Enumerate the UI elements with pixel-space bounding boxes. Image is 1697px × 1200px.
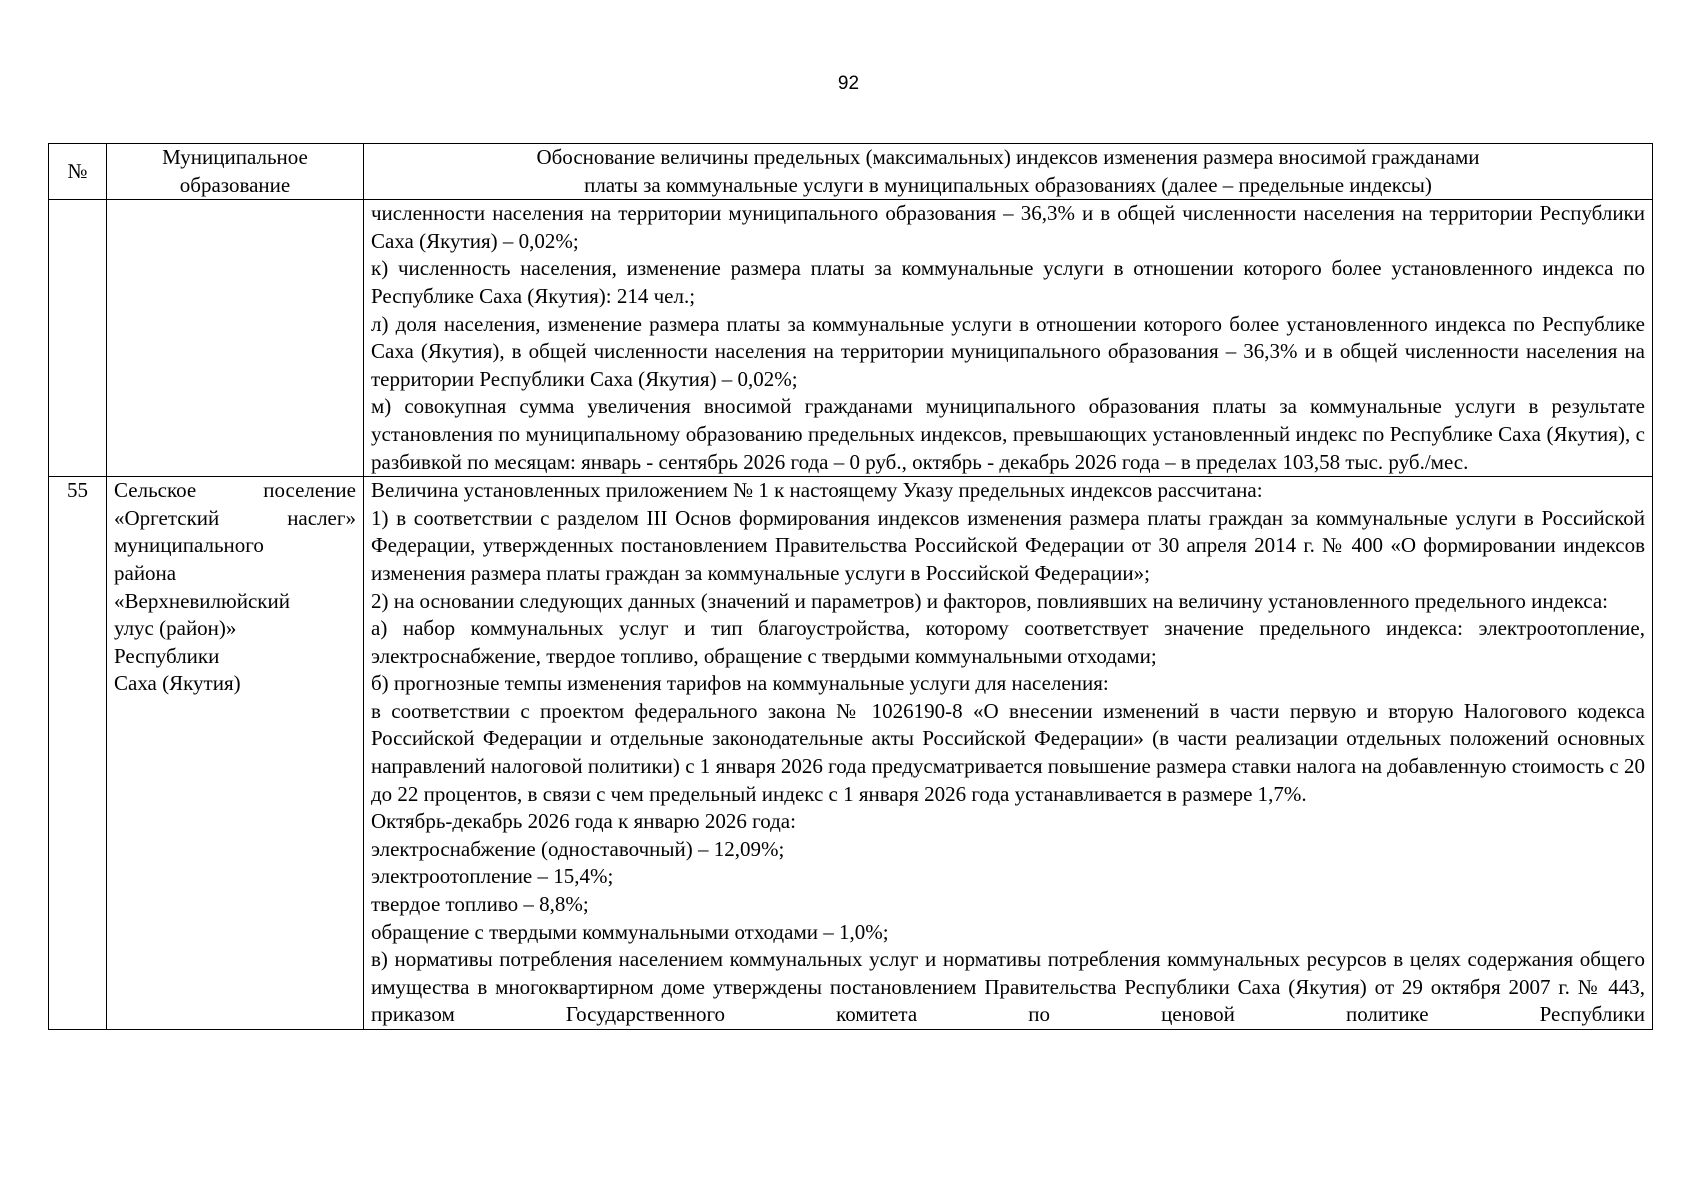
cell-municipality-empty (107, 200, 364, 477)
municipality-line: Саха (Якутия) (114, 671, 241, 696)
paragraph: в соответствии с проектом федерального закона № 1026190-8 «О внесении изменений в части первую и вторую Налогового кодекса Российской Федерации и отдельные законодательные акты Российской Федерации» (в части реализации отдельных положений основных направлений налоговой политики) с 1 января 2026 года предусматривается повышение размера ставки налога на добавленную стоимость с 20 до 22 процентов, в связи с чем предельный индекс с 1 января 2026 года устанавливается в размере 1,7%. (371, 698, 1645, 806)
header-justification-line: Обоснование величины предельных (максимальных) индексов изменения размера вносимой гражданами (536, 145, 1480, 169)
cell-row-number: 55 (49, 477, 107, 1030)
municipality-line: района (114, 560, 177, 585)
paragraph: обращение с твердыми коммунальными отходами – 1,0%; (371, 919, 889, 944)
paragraph: к) численность населения, изменение размера платы за коммунальные услуги в отношении которого более установленного индекса по Республике Саха (Якутия): 214 чел.; (371, 256, 1645, 308)
paragraph: л) доля населения, изменение размера платы за коммунальные услуги в отношении которого более установленного индекса по Республике Саха (Якутия), в общей численности населения на территории муниципального образования – 36,3% и в общей численности населения на территории Республики Саха (Якутия) – 0,02%; (371, 311, 1645, 391)
paragraph: численности населения на территории муниципального образования – 36,3% и в общей численности населения на территории Республики Саха (Якутия) – 0,02%; (371, 201, 1645, 253)
municipality-line: муниципального (114, 533, 264, 558)
paragraph: м) совокупная сумма увеличения вносимой гражданами муниципального образования платы за коммунальные услуги в результате установления по муниципальному образованию предельных индексов, превышающих установленный индекс по Республике Саха (Якутия), с разбивкой по месяцам: январь - сентябрь 2026 года – 0 руб., октябрь - декабрь 2026 года – в пределах 103,58 тыс. руб./мес. (371, 394, 1645, 474)
header-justification-line: платы за коммунальные услуги в муниципальных образованиях (далее – предельные индексы) (584, 172, 1432, 197)
paragraph: б) прогнозные темпы изменения тарифов на коммунальные услуги для населения: (371, 671, 1109, 696)
paragraph: 2) на основании следующих данных (значений и параметров) и факторов, повлиявших на величину установленного предельного индекса: (371, 588, 1609, 613)
cell-justification (364, 477, 1653, 1030)
municipality-line: «Верхневилюйский (114, 588, 290, 613)
header-municipality-line: Муниципальное (162, 145, 308, 169)
table-header-row (49, 144, 1653, 200)
header-justification (364, 144, 1653, 200)
header-municipality-line: образование (179, 172, 291, 197)
paragraph: Октябрь-декабрь 2026 года к январю 2026 года: (371, 809, 796, 834)
cell-justification (364, 200, 1653, 477)
header-municipality (107, 144, 364, 200)
paragraph: электроотопление – 15,4%; (371, 864, 614, 889)
paragraph: электроснабжение (одноставочный) – 12,09%; (371, 836, 785, 861)
municipality-line: «Оргетский наслег» (114, 505, 356, 530)
paragraph: Величина установленных приложением № 1 к настоящему Указу предельных индексов рассчитана: (371, 478, 1263, 503)
municipality-line: Республики (114, 643, 220, 668)
index-justification-table (48, 143, 1653, 1030)
municipality-line: Сельское поселение (114, 478, 356, 503)
table-row-continuation (49, 200, 1653, 477)
table-row-55 (49, 477, 1653, 1030)
paragraph: твердое топливо – 8,8%; (371, 892, 589, 917)
paragraph: а) набор коммунальных услуг и тип благоустройства, которому соответствует значение предельного индекса: электроотопление, электроснабжение, твердое топливо, обращение с твердыми коммунальными отходами; (371, 616, 1645, 668)
page-number: 92 (837, 73, 860, 94)
cell-number-empty (49, 200, 107, 477)
municipality-line: улус (район)» (114, 616, 237, 641)
paragraph: в) нормативы потребления населением коммунальных услуг и нормативы потребления коммунальных ресурсов в целях содержания общего имущества в многоквартирном доме утверждены постановлением Правительства Республики Саха (Якутия) от 29 октября 2007 г. № 443, приказом Государственного комитета по ценовой политике Республики (371, 947, 1645, 1027)
header-number: № (49, 144, 107, 200)
cell-municipality (107, 477, 364, 1030)
paragraph: 1) в соответствии с разделом III Основ формирования индексов изменения размера платы граждан за коммунальные услуги в Российской Федерации, утвержденных постановлением Правительства Российской Федерации от 30 апреля 2014 г. № 400 «О формировании индексов изменения размера платы граждан за коммунальные услуги в Российской Федерации»; (371, 505, 1645, 585)
